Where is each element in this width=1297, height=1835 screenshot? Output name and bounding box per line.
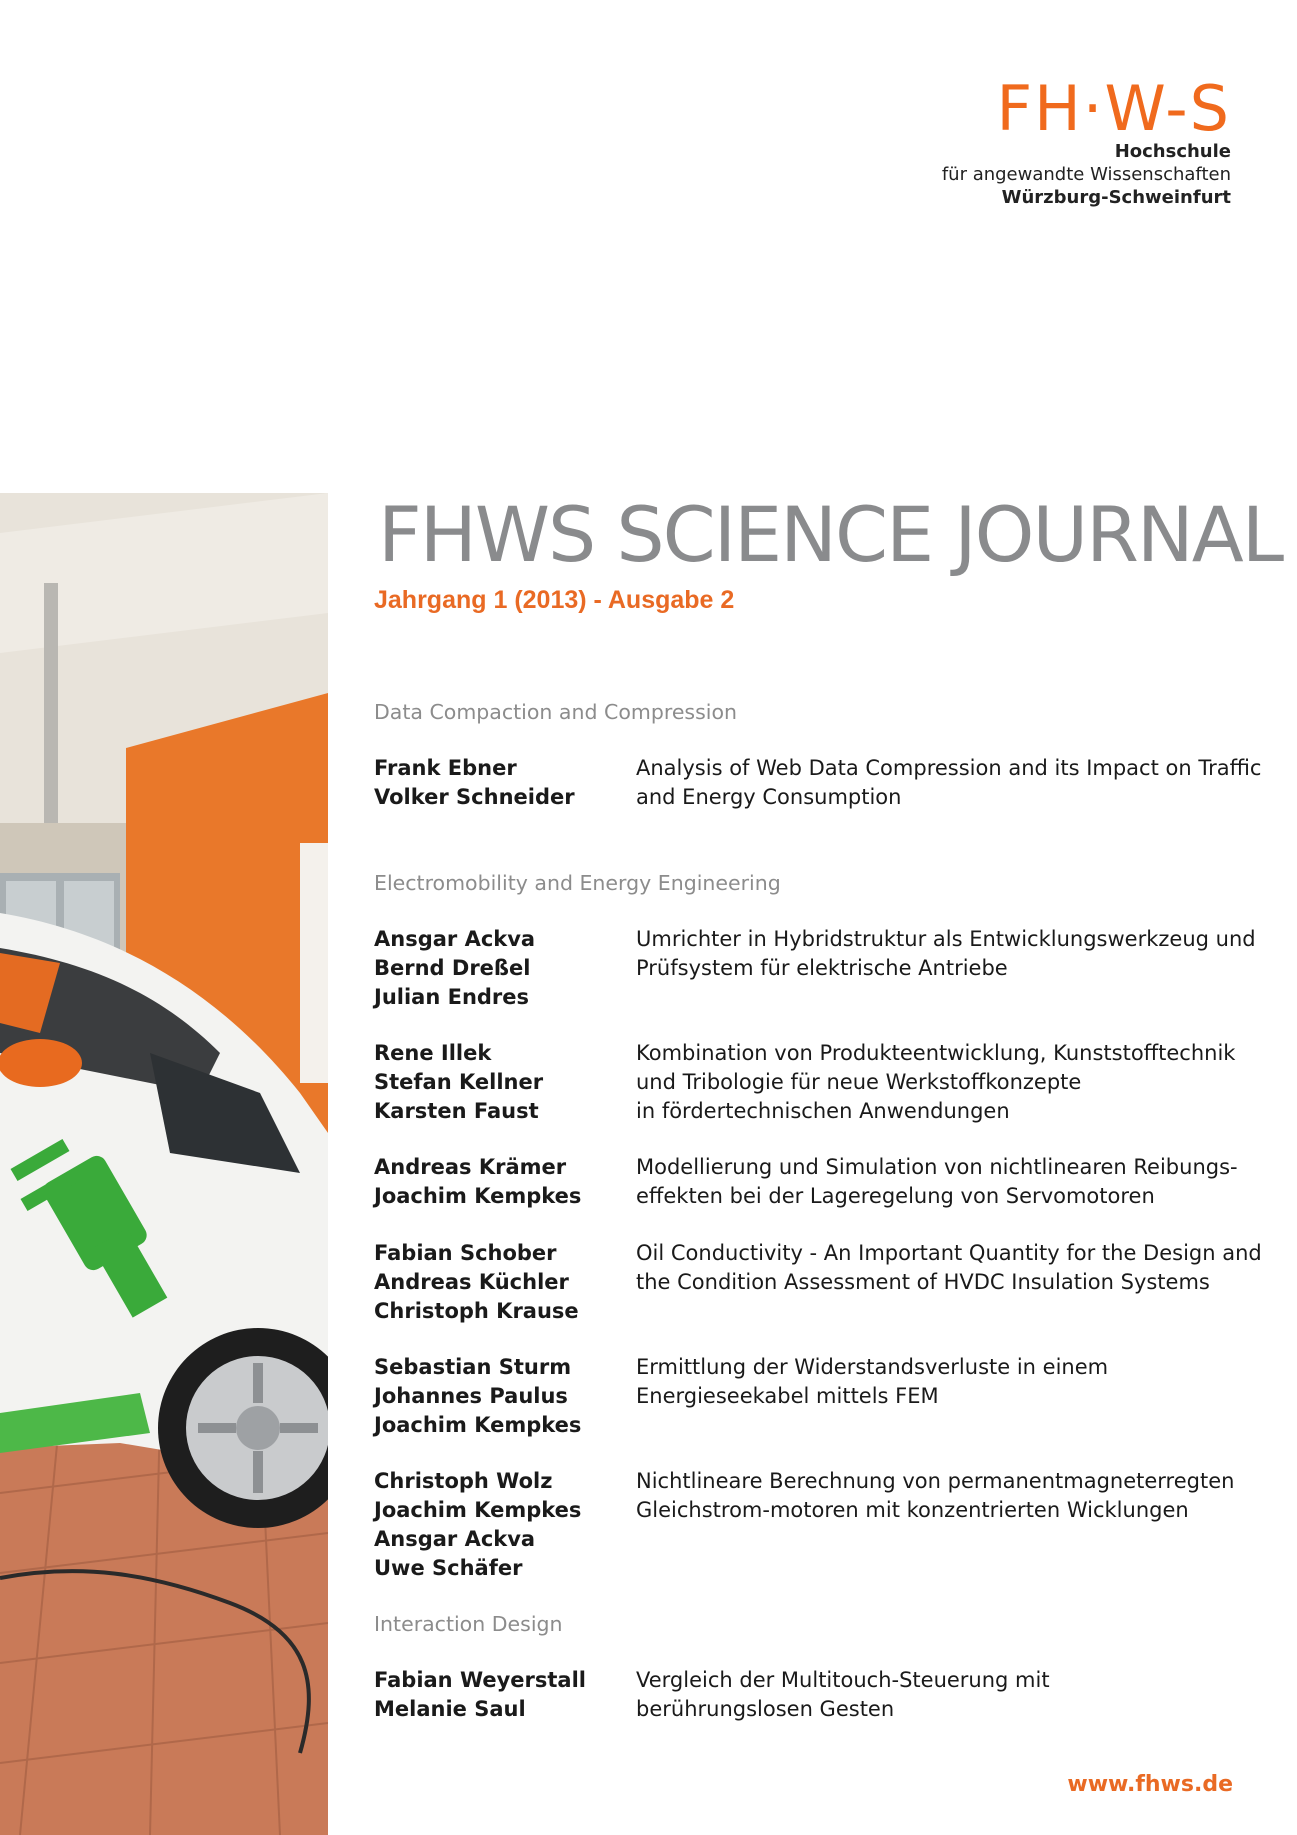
entry-authors <box>374 1666 634 1724</box>
author: Andreas Küchler <box>374 1270 569 1294</box>
entry-title <box>636 754 1262 812</box>
author: Andreas Krämer <box>374 1155 567 1179</box>
title-line: Gleichstrom-motoren mit konzentrierten Wicklungen <box>636 1498 1189 1522</box>
title-line: the Condition Assessment of HVDC Insulation Systems <box>636 1270 1210 1294</box>
title-line: Kombination von Produkteentwicklung, Kunststofftechnik <box>636 1041 1236 1065</box>
author: Stefan Kellner <box>374 1070 544 1094</box>
author: Fabian Weyerstall <box>374 1668 586 1692</box>
entry-title <box>636 1039 1236 1126</box>
entry-authors <box>374 925 634 1012</box>
title-line: Vergleich der Multitouch-Steuerung mit <box>636 1668 1050 1692</box>
author: Julian Endres <box>374 985 530 1009</box>
author: Joachim Kempkes <box>374 1184 582 1208</box>
journal-title: FHWS SCIENCE JOURNAL <box>378 490 1283 579</box>
title-line: und Tribologie für neue Werkstoffkonzepte <box>636 1070 1082 1094</box>
entry-title <box>636 1467 1236 1525</box>
author: Fabian Schober <box>374 1241 557 1265</box>
title-line: Oil Conductivity - An Important Quantity for the Design and <box>636 1241 1262 1265</box>
entry-authors <box>374 1239 634 1326</box>
entry-authors <box>374 1039 634 1126</box>
section-heading-electromobility: Electromobility and Energy Engineering <box>374 871 781 895</box>
entry-title <box>636 1353 1236 1411</box>
author: Ansgar Ackva <box>374 1527 536 1551</box>
author: Rene Illek <box>374 1041 492 1065</box>
title-line: in fördertechnischen Anwendungen <box>636 1099 1010 1123</box>
entry-authors <box>374 1153 634 1211</box>
author: Johannes Paulus <box>374 1384 568 1408</box>
title-line: effekten bei der Lageregelung von Servomotoren <box>636 1184 1155 1208</box>
author: Bernd Dreßel <box>374 956 531 980</box>
author: Ansgar Ackva <box>374 927 536 951</box>
author: Christoph Krause <box>374 1299 579 1323</box>
author: Volker Schneider <box>374 785 575 809</box>
entry-title <box>636 925 1256 983</box>
logo-line-2: für angewandte Wissenschaften <box>941 164 1231 185</box>
logo-line-3: Würzburg-Schweinfurt <box>1001 187 1231 208</box>
entry-authors <box>374 754 634 812</box>
section-heading-data-compaction: Data Compaction and Compression <box>374 700 738 724</box>
entry-authors <box>374 1467 634 1583</box>
logo-line-1: Hochschule <box>1114 141 1231 162</box>
fhws-logo <box>941 72 1231 209</box>
author: Karsten Faust <box>374 1099 539 1123</box>
title-line: Ermittlung der Widerstandsverluste in einem <box>636 1355 1109 1379</box>
entry-title <box>636 1153 1236 1211</box>
title-line: Umrichter in Hybridstruktur als Entwicklungswerkzeug und <box>636 927 1256 951</box>
author: Joachim Kempkes <box>374 1413 582 1437</box>
title-line: Prüfsystem für elektrische Antriebe <box>636 956 1008 980</box>
website-link[interactable]: www.fhws.de <box>1067 1772 1233 1797</box>
title-line: Energieseekabel mittels FEM <box>636 1384 939 1408</box>
title-line: Nichtlineare Berechnung von permanentmagneterregten <box>636 1469 1235 1493</box>
entry-authors <box>374 1353 634 1440</box>
author: Frank Ebner <box>374 756 517 780</box>
section-heading-interaction-design: Interaction Design <box>374 1612 563 1636</box>
title-line: berührungslosen Gesten <box>636 1697 895 1721</box>
author: Sebastian Sturm <box>374 1355 572 1379</box>
entry-title <box>636 1666 1236 1724</box>
title-line: and Energy Consumption <box>636 785 902 809</box>
logo-mark: FH·W-S <box>996 72 1231 145</box>
entry-title <box>636 1239 1262 1297</box>
author: Joachim Kempkes <box>374 1498 582 1522</box>
journal-issue: Jahrgang 1 (2013) - Ausgabe 2 <box>374 586 735 614</box>
title-line: Analysis of Web Data Compression and its Impact on Traffic <box>636 756 1262 780</box>
cover-photo-electric-car <box>0 493 328 1835</box>
author: Christoph Wolz <box>374 1469 553 1493</box>
title-line: Modellierung und Simulation von nichtlinearen Reibungs- <box>636 1155 1238 1179</box>
author: Melanie Saul <box>374 1697 526 1721</box>
author: Uwe Schäfer <box>374 1556 523 1580</box>
